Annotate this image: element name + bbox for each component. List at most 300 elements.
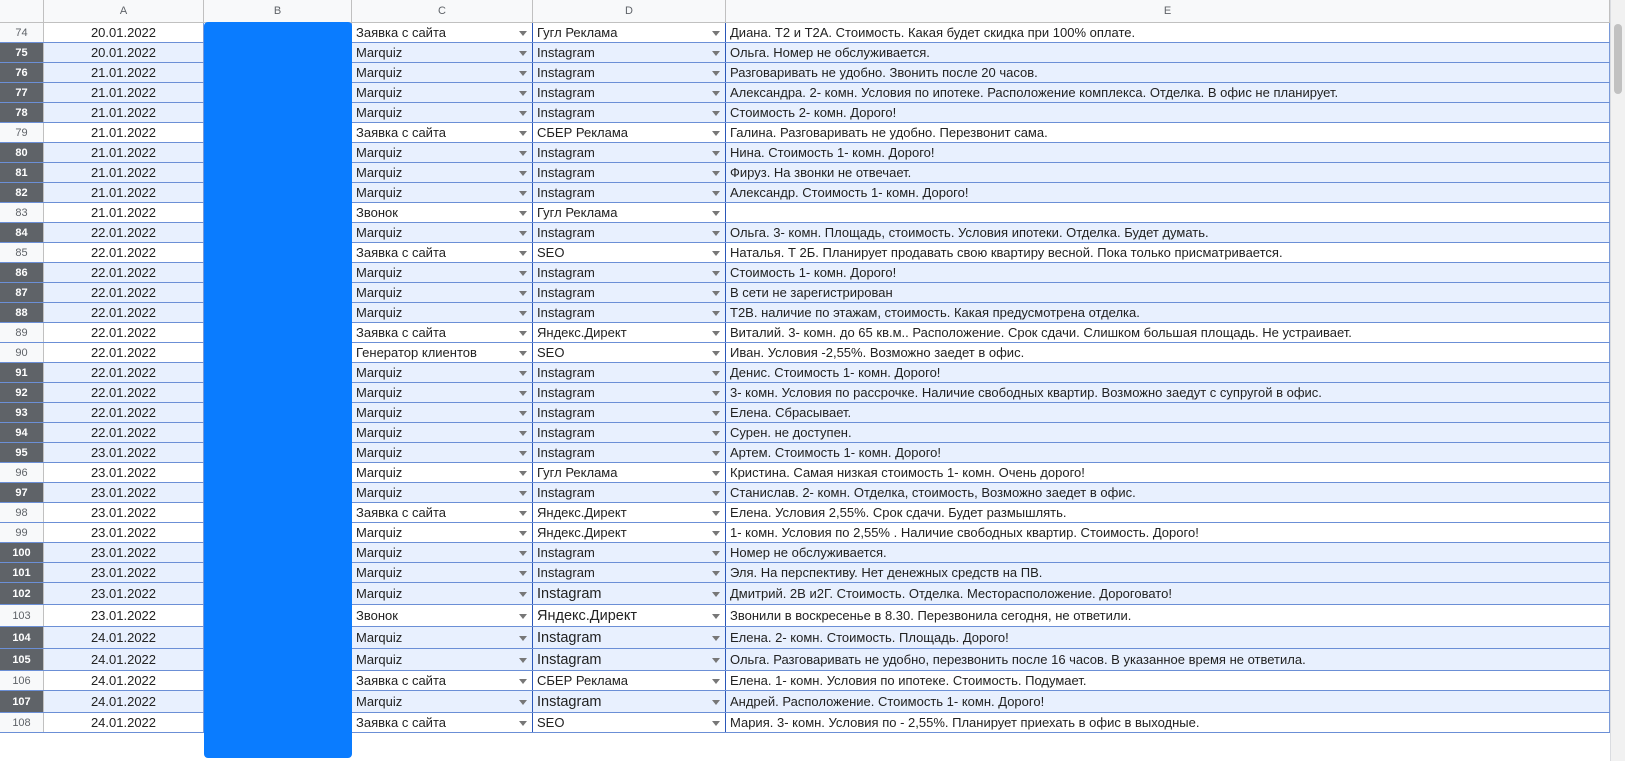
source-dropdown[interactable] [352, 691, 533, 712]
column-header-e[interactable]: E [726, 0, 1610, 22]
dropdown-arrow-icon[interactable] [712, 551, 720, 556]
vertical-scrollbar[interactable] [1610, 0, 1625, 761]
channel-dropdown[interactable] [533, 223, 726, 242]
dropdown-arrow-icon[interactable] [519, 271, 527, 276]
row-number[interactable]: 106 [0, 671, 44, 690]
row-number[interactable]: 104 [0, 627, 44, 648]
source-dropdown[interactable] [352, 605, 533, 626]
channel-dropdown[interactable] [533, 463, 726, 482]
source-dropdown[interactable] [352, 563, 533, 582]
dropdown-arrow-icon[interactable] [519, 679, 527, 684]
channel-value: Instagram [537, 651, 602, 668]
comment-cell[interactable]: Дмитрий. 2В и2Г. Стоимость. Отделка. Месторасположение. Дороговато! [726, 583, 1610, 604]
channel-dropdown[interactable] [533, 243, 726, 262]
row-number[interactable]: 108 [0, 713, 44, 732]
dropdown-arrow-icon[interactable] [712, 571, 720, 576]
source-value: Marquiz [356, 485, 403, 500]
source-dropdown[interactable] [352, 303, 533, 322]
date-cell[interactable]: 21.01.2022 [44, 123, 204, 142]
dropdown-arrow-icon[interactable] [712, 411, 720, 416]
source-dropdown[interactable] [352, 649, 533, 670]
dropdown-arrow-icon[interactable] [712, 271, 720, 276]
dropdown-arrow-icon[interactable] [519, 191, 527, 196]
comment-cell[interactable]: 1- комн. Условия по 2,55% . Наличие свободных квартир. Стоимость. Дорого! [726, 523, 1610, 542]
dropdown-arrow-icon[interactable] [712, 251, 720, 256]
row-number[interactable]: 107 [0, 691, 44, 712]
dropdown-arrow-icon[interactable] [519, 391, 527, 396]
channel-dropdown[interactable] [533, 543, 726, 562]
channel-dropdown[interactable] [533, 203, 726, 222]
row-number[interactable]: 90 [0, 343, 44, 362]
source-dropdown[interactable] [352, 383, 533, 402]
channel-dropdown[interactable] [533, 691, 726, 712]
source-value: Marquiz [356, 545, 403, 560]
row-number[interactable]: 105 [0, 649, 44, 670]
row-number[interactable]: 94 [0, 423, 44, 442]
column-header-c[interactable]: C [352, 0, 533, 22]
channel-value: Instagram [537, 225, 595, 240]
dropdown-arrow-icon[interactable] [519, 491, 527, 496]
channel-value: Instagram [537, 405, 595, 420]
dropdown-arrow-icon[interactable] [712, 211, 720, 216]
dropdown-arrow-icon[interactable] [519, 311, 527, 316]
date-cell[interactable]: 23.01.2022 [44, 463, 204, 482]
row-number[interactable]: 81 [0, 163, 44, 182]
channel-value: Instagram [537, 145, 595, 160]
comment-cell[interactable]: Елена. Условия 2,55%. Срок сдачи. Будет размышлять. [726, 503, 1610, 522]
dropdown-arrow-icon[interactable] [519, 71, 527, 76]
comment-cell[interactable]: Ольга. 3- комн. Площадь, стоимость. Условия ипотеки. Отделка. Будет думать. [726, 223, 1610, 242]
source-dropdown[interactable] [352, 503, 533, 522]
source-dropdown[interactable] [352, 627, 533, 648]
dropdown-arrow-icon[interactable] [712, 391, 720, 396]
channel-value: Instagram [537, 105, 595, 120]
comment-cell[interactable]: Наталья. Т 2Б. Планирует продавать свою квартиру весной. Пока только присматривается. [726, 243, 1610, 262]
channel-dropdown[interactable] [533, 83, 726, 102]
source-value: Marquiz [356, 652, 403, 667]
channel-dropdown[interactable] [533, 605, 726, 626]
dropdown-arrow-icon[interactable] [712, 351, 720, 356]
channel-value: Гугл Реклама [537, 465, 618, 480]
date-cell[interactable]: 21.01.2022 [44, 103, 204, 122]
date-cell[interactable]: 21.01.2022 [44, 203, 204, 222]
comment-cell[interactable]: Александр. Стоимость 1- комн. Дорого! [726, 183, 1610, 202]
source-dropdown[interactable] [352, 43, 533, 62]
date-cell[interactable]: 23.01.2022 [44, 605, 204, 626]
column-header-row [0, 0, 1610, 23]
row-number[interactable]: 92 [0, 383, 44, 402]
source-dropdown[interactable] [352, 283, 533, 302]
comment-cell[interactable]: Звонили в воскресенье в 8.30. Перезвонила сегодня, не ответили. [726, 605, 1610, 626]
channel-dropdown[interactable] [533, 713, 726, 732]
dropdown-arrow-icon[interactable] [712, 331, 720, 336]
date-cell[interactable]: 22.01.2022 [44, 263, 204, 282]
dropdown-arrow-icon[interactable] [712, 31, 720, 36]
comment-cell[interactable]: 3- комн. Условия по рассрочке. Наличие свободных квартир. Возможно заедут с супругой в офис. [726, 383, 1610, 402]
date-cell[interactable]: 21.01.2022 [44, 63, 204, 82]
source-value: Marquiz [356, 586, 403, 601]
source-dropdown[interactable] [352, 63, 533, 82]
source-value: Marquiz [356, 165, 403, 180]
dropdown-arrow-icon[interactable] [519, 531, 527, 536]
dropdown-arrow-icon[interactable] [519, 231, 527, 236]
dropdown-arrow-icon[interactable] [712, 191, 720, 196]
dropdown-arrow-icon[interactable] [519, 371, 527, 376]
dropdown-arrow-icon[interactable] [712, 311, 720, 316]
channel-value: Instagram [537, 565, 595, 580]
date-cell[interactable]: 24.01.2022 [44, 691, 204, 712]
dropdown-arrow-icon[interactable] [712, 451, 720, 456]
dropdown-arrow-icon[interactable] [519, 700, 527, 705]
dropdown-arrow-icon[interactable] [712, 51, 720, 56]
source-dropdown[interactable] [352, 443, 533, 462]
dropdown-arrow-icon[interactable] [712, 71, 720, 76]
channel-value: Яндекс.Директ [537, 325, 627, 340]
date-cell[interactable]: 23.01.2022 [44, 543, 204, 562]
scrollbar-thumb[interactable] [1614, 24, 1622, 94]
date-cell[interactable]: 24.01.2022 [44, 671, 204, 690]
dropdown-arrow-icon[interactable] [712, 171, 720, 176]
channel-dropdown[interactable] [533, 283, 726, 302]
channel-dropdown[interactable] [533, 483, 726, 502]
source-dropdown[interactable] [352, 403, 533, 422]
source-dropdown[interactable] [352, 423, 533, 442]
row-number[interactable]: 91 [0, 363, 44, 382]
comment-cell[interactable]: Нина. Стоимость 1- комн. Дорого! [726, 143, 1610, 162]
channel-dropdown[interactable] [533, 563, 726, 582]
comment-cell[interactable]: Диана. Т2 и Т2А. Стоимость. Какая будет скидка при 100% оплате. [726, 23, 1610, 42]
comment-cell[interactable]: Денис. Стоимость 1- комн. Дорого! [726, 363, 1610, 382]
comment-cell[interactable]: Разговаривать не удобно. Звонить после 20 часов. [726, 63, 1610, 82]
dropdown-arrow-icon[interactable] [519, 614, 527, 619]
date-cell[interactable]: 22.01.2022 [44, 323, 204, 342]
row-number[interactable]: 95 [0, 443, 44, 462]
comment-cell[interactable]: Ольга. Разговаривать не удобно, перезвонить после 16 часов. В указанное время не ответила. [726, 649, 1610, 670]
dropdown-arrow-icon[interactable] [519, 331, 527, 336]
date-cell[interactable]: 24.01.2022 [44, 627, 204, 648]
source-dropdown[interactable] [352, 223, 533, 242]
dropdown-arrow-icon[interactable] [712, 91, 720, 96]
channel-dropdown[interactable] [533, 343, 726, 362]
dropdown-arrow-icon[interactable] [712, 471, 720, 476]
column-header-a[interactable]: A [44, 0, 204, 22]
source-dropdown[interactable] [352, 523, 533, 542]
channel-value: Instagram [537, 265, 595, 280]
channel-value: Instagram [537, 445, 595, 460]
channel-value: SEO [537, 245, 565, 260]
dropdown-arrow-icon[interactable] [519, 251, 527, 256]
date-cell[interactable]: 21.01.2022 [44, 183, 204, 202]
source-value: Marquiz [356, 525, 403, 540]
comment-cell[interactable] [726, 203, 1610, 222]
comment-cell[interactable]: Мария. 3- комн. Условия по - 2,55%. Планирует приехать в офис в выходные. [726, 713, 1610, 732]
dropdown-arrow-icon[interactable] [712, 371, 720, 376]
channel-dropdown[interactable] [533, 523, 726, 542]
row-number[interactable]: 82 [0, 183, 44, 202]
date-cell[interactable]: 21.01.2022 [44, 83, 204, 102]
comment-cell[interactable]: В сети не зарегистрирован [726, 283, 1610, 302]
comment-cell[interactable]: Андрей. Расположение. Стоимость 1- комн. Дорого! [726, 691, 1610, 712]
comment-cell[interactable]: Виталий. 3- комн. до 65 кв.м.. Расположение. Срок сдачи. Слишком большая площадь. Не устраивает. [726, 323, 1610, 342]
channel-dropdown[interactable] [533, 323, 726, 342]
source-value: Marquiz [356, 465, 403, 480]
date-cell[interactable]: 22.01.2022 [44, 303, 204, 322]
row-number[interactable]: 83 [0, 203, 44, 222]
comment-cell[interactable]: Артем. Стоимость 1- комн. Дорого! [726, 443, 1610, 462]
dropdown-arrow-icon[interactable] [712, 614, 720, 619]
date-cell[interactable]: 22.01.2022 [44, 283, 204, 302]
row-number[interactable]: 86 [0, 263, 44, 282]
channel-value: Гугл Реклама [537, 205, 618, 220]
dropdown-arrow-icon[interactable] [519, 211, 527, 216]
dropdown-arrow-icon[interactable] [519, 571, 527, 576]
channel-value: СБЕР Реклама [537, 125, 629, 140]
dropdown-arrow-icon[interactable] [519, 636, 527, 641]
source-dropdown[interactable] [352, 183, 533, 202]
source-value: Marquiz [356, 185, 403, 200]
dropdown-arrow-icon[interactable] [519, 131, 527, 136]
source-dropdown[interactable] [352, 323, 533, 342]
comment-cell[interactable]: Галина. Разговаривать не удобно. Перезвонит сама. [726, 123, 1610, 142]
row-number[interactable]: 84 [0, 223, 44, 242]
dropdown-arrow-icon[interactable] [519, 451, 527, 456]
channel-dropdown[interactable] [533, 263, 726, 282]
channel-dropdown[interactable] [533, 627, 726, 648]
comment-cell[interactable]: Елена. Сбрасывает. [726, 403, 1610, 422]
dropdown-arrow-icon[interactable] [519, 171, 527, 176]
row-number[interactable]: 100 [0, 543, 44, 562]
source-dropdown[interactable] [352, 203, 533, 222]
dropdown-arrow-icon[interactable] [519, 721, 527, 726]
source-value: Заявка с сайта [356, 325, 446, 340]
source-dropdown[interactable] [352, 671, 533, 690]
dropdown-arrow-icon[interactable] [519, 151, 527, 156]
channel-dropdown[interactable] [533, 383, 726, 402]
row-number[interactable]: 93 [0, 403, 44, 422]
channel-value: Гугл Реклама [537, 25, 618, 40]
comment-cell[interactable]: Станислав. 2- комн. Отделка, стоимость, Возможно заедет в офис. [726, 483, 1610, 502]
column-header-b[interactable]: B [204, 0, 352, 22]
channel-value: Instagram [537, 425, 595, 440]
dropdown-arrow-icon[interactable] [712, 658, 720, 663]
source-dropdown[interactable] [352, 343, 533, 362]
source-dropdown[interactable] [352, 543, 533, 562]
date-cell[interactable]: 21.01.2022 [44, 163, 204, 182]
dropdown-arrow-icon[interactable] [712, 700, 720, 705]
row-number[interactable]: 99 [0, 523, 44, 542]
dropdown-arrow-icon[interactable] [519, 91, 527, 96]
channel-value: Instagram [537, 85, 595, 100]
channel-dropdown[interactable] [533, 403, 726, 422]
source-value: Marquiz [356, 630, 403, 645]
dropdown-arrow-icon[interactable] [519, 51, 527, 56]
comment-cell[interactable]: Елена. 2- комн. Стоимость. Площадь. Дорого! [726, 627, 1610, 648]
date-cell[interactable]: 22.01.2022 [44, 223, 204, 242]
row-number[interactable]: 96 [0, 463, 44, 482]
channel-value: Instagram [537, 629, 602, 646]
row-number[interactable]: 89 [0, 323, 44, 342]
source-value: Marquiz [356, 145, 403, 160]
column-header-d[interactable]: D [533, 0, 726, 22]
channel-dropdown[interactable] [533, 649, 726, 670]
channel-value: Instagram [537, 485, 595, 500]
channel-dropdown[interactable] [533, 43, 726, 62]
row-number[interactable]: 101 [0, 563, 44, 582]
channel-dropdown[interactable] [533, 123, 726, 142]
channel-dropdown[interactable] [533, 303, 726, 322]
source-value: Marquiz [356, 565, 403, 580]
comment-cell[interactable]: Елена. 1- комн. Условия по ипотеке. Стоимость. Подумает. [726, 671, 1610, 690]
row-number[interactable]: 78 [0, 103, 44, 122]
row-number[interactable]: 77 [0, 83, 44, 102]
redaction-overlay [204, 22, 352, 758]
dropdown-arrow-icon[interactable] [519, 592, 527, 597]
source-value: Заявка с сайта [356, 125, 446, 140]
date-cell[interactable]: 22.01.2022 [44, 383, 204, 402]
date-cell[interactable]: 23.01.2022 [44, 583, 204, 604]
date-cell[interactable]: 23.01.2022 [44, 443, 204, 462]
channel-value: Instagram [537, 365, 595, 380]
date-cell[interactable]: 23.01.2022 [44, 483, 204, 502]
source-value: Marquiz [356, 65, 403, 80]
source-dropdown[interactable] [352, 583, 533, 604]
row-number[interactable]: 75 [0, 43, 44, 62]
comment-cell[interactable]: Ольга. Номер не обслуживается. [726, 43, 1610, 62]
source-value: Заявка с сайта [356, 25, 446, 40]
dropdown-arrow-icon[interactable] [712, 131, 720, 136]
channel-dropdown[interactable] [533, 163, 726, 182]
row-number[interactable]: 80 [0, 143, 44, 162]
dropdown-arrow-icon[interactable] [519, 351, 527, 356]
dropdown-arrow-icon[interactable] [519, 31, 527, 36]
source-value: Marquiz [356, 445, 403, 460]
dropdown-arrow-icon[interactable] [519, 551, 527, 556]
dropdown-arrow-icon[interactable] [519, 111, 527, 116]
date-cell[interactable]: 22.01.2022 [44, 343, 204, 362]
dropdown-arrow-icon[interactable] [519, 658, 527, 663]
source-dropdown[interactable] [352, 263, 533, 282]
dropdown-arrow-icon[interactable] [712, 531, 720, 536]
dropdown-arrow-icon[interactable] [519, 431, 527, 436]
source-value: Генератор клиентов [356, 345, 477, 360]
dropdown-arrow-icon[interactable] [519, 511, 527, 516]
row-number[interactable]: 103 [0, 605, 44, 626]
dropdown-arrow-icon[interactable] [712, 491, 720, 496]
select-all-corner[interactable] [0, 0, 44, 22]
source-dropdown[interactable] [352, 23, 533, 42]
date-cell[interactable]: 22.01.2022 [44, 243, 204, 262]
comment-cell[interactable]: Т2В. наличие по этажам, стоимость. Какая предусмотрена отделка. [726, 303, 1610, 322]
source-dropdown[interactable] [352, 713, 533, 732]
source-dropdown[interactable] [352, 483, 533, 502]
channel-dropdown[interactable] [533, 363, 726, 382]
comment-cell[interactable]: Стоимость 1- комн. Дорого! [726, 263, 1610, 282]
source-dropdown[interactable] [352, 163, 533, 182]
dropdown-arrow-icon[interactable] [712, 679, 720, 684]
comment-cell[interactable]: Номер не обслуживается. [726, 543, 1610, 562]
dropdown-arrow-icon[interactable] [712, 511, 720, 516]
row-number[interactable]: 87 [0, 283, 44, 302]
source-dropdown[interactable] [352, 103, 533, 122]
channel-dropdown[interactable] [533, 671, 726, 690]
date-cell[interactable]: 24.01.2022 [44, 649, 204, 670]
channel-dropdown[interactable] [533, 583, 726, 604]
comment-cell[interactable]: Эля. На перспективу. Нет денежных средств на ПВ. [726, 563, 1610, 582]
source-dropdown[interactable] [352, 363, 533, 382]
date-cell[interactable]: 23.01.2022 [44, 563, 204, 582]
date-cell[interactable]: 21.01.2022 [44, 143, 204, 162]
channel-dropdown[interactable] [533, 23, 726, 42]
comment-cell[interactable]: Фируз. На звонки не отвечает. [726, 163, 1610, 182]
date-cell[interactable]: 22.01.2022 [44, 403, 204, 422]
dropdown-arrow-icon[interactable] [712, 721, 720, 726]
comment-cell[interactable]: Александра. 2- комн. Условия по ипотеке. Расположение комплекса. Отделка. В офис не планирует. [726, 83, 1610, 102]
row-number[interactable]: 85 [0, 243, 44, 262]
dropdown-arrow-icon[interactable] [519, 411, 527, 416]
row-number[interactable]: 97 [0, 483, 44, 502]
row-number[interactable]: 102 [0, 583, 44, 604]
date-cell[interactable]: 20.01.2022 [44, 43, 204, 62]
channel-dropdown[interactable] [533, 503, 726, 522]
source-dropdown[interactable] [352, 143, 533, 162]
dropdown-arrow-icon[interactable] [712, 636, 720, 641]
dropdown-arrow-icon[interactable] [712, 431, 720, 436]
dropdown-arrow-icon[interactable] [712, 111, 720, 116]
dropdown-arrow-icon[interactable] [519, 471, 527, 476]
comment-cell[interactable]: Стоимость 2- комн. Дорого! [726, 103, 1610, 122]
source-value: Звонок [356, 608, 398, 623]
dropdown-arrow-icon[interactable] [712, 151, 720, 156]
date-cell[interactable]: 23.01.2022 [44, 503, 204, 522]
dropdown-arrow-icon[interactable] [712, 291, 720, 296]
channel-dropdown[interactable] [533, 63, 726, 82]
row-number[interactable]: 88 [0, 303, 44, 322]
channel-dropdown[interactable] [533, 143, 726, 162]
dropdown-arrow-icon[interactable] [519, 291, 527, 296]
source-value: Marquiz [356, 85, 403, 100]
channel-dropdown[interactable] [533, 183, 726, 202]
source-dropdown[interactable] [352, 83, 533, 102]
channel-dropdown[interactable] [533, 423, 726, 442]
comment-cell[interactable]: Кристина. Самая низкая стоимость 1- комн. Очень дорого! [726, 463, 1610, 482]
date-cell[interactable]: 23.01.2022 [44, 523, 204, 542]
row-number[interactable]: 79 [0, 123, 44, 142]
date-cell[interactable]: 20.01.2022 [44, 23, 204, 42]
source-value: Marquiz [356, 425, 403, 440]
source-dropdown[interactable] [352, 463, 533, 482]
comment-cell[interactable]: Сурен. не доступен. [726, 423, 1610, 442]
dropdown-arrow-icon[interactable] [712, 592, 720, 597]
source-dropdown[interactable] [352, 243, 533, 262]
channel-value: Instagram [537, 65, 595, 80]
source-value: Звонок [356, 205, 398, 220]
channel-dropdown[interactable] [533, 103, 726, 122]
source-value: Marquiz [356, 265, 403, 280]
row-number[interactable]: 98 [0, 503, 44, 522]
row-number[interactable]: 74 [0, 23, 44, 42]
channel-dropdown[interactable] [533, 443, 726, 462]
row-number[interactable]: 76 [0, 63, 44, 82]
channel-value: Instagram [537, 693, 602, 710]
date-cell[interactable]: 22.01.2022 [44, 363, 204, 382]
date-cell[interactable]: 24.01.2022 [44, 713, 204, 732]
source-value: Заявка с сайта [356, 673, 446, 688]
source-value: Marquiz [356, 365, 403, 380]
comment-cell[interactable]: Иван. Условия -2,55%. Возможно заедет в офис. [726, 343, 1610, 362]
source-dropdown[interactable] [352, 123, 533, 142]
date-cell[interactable]: 22.01.2022 [44, 423, 204, 442]
dropdown-arrow-icon[interactable] [712, 231, 720, 236]
